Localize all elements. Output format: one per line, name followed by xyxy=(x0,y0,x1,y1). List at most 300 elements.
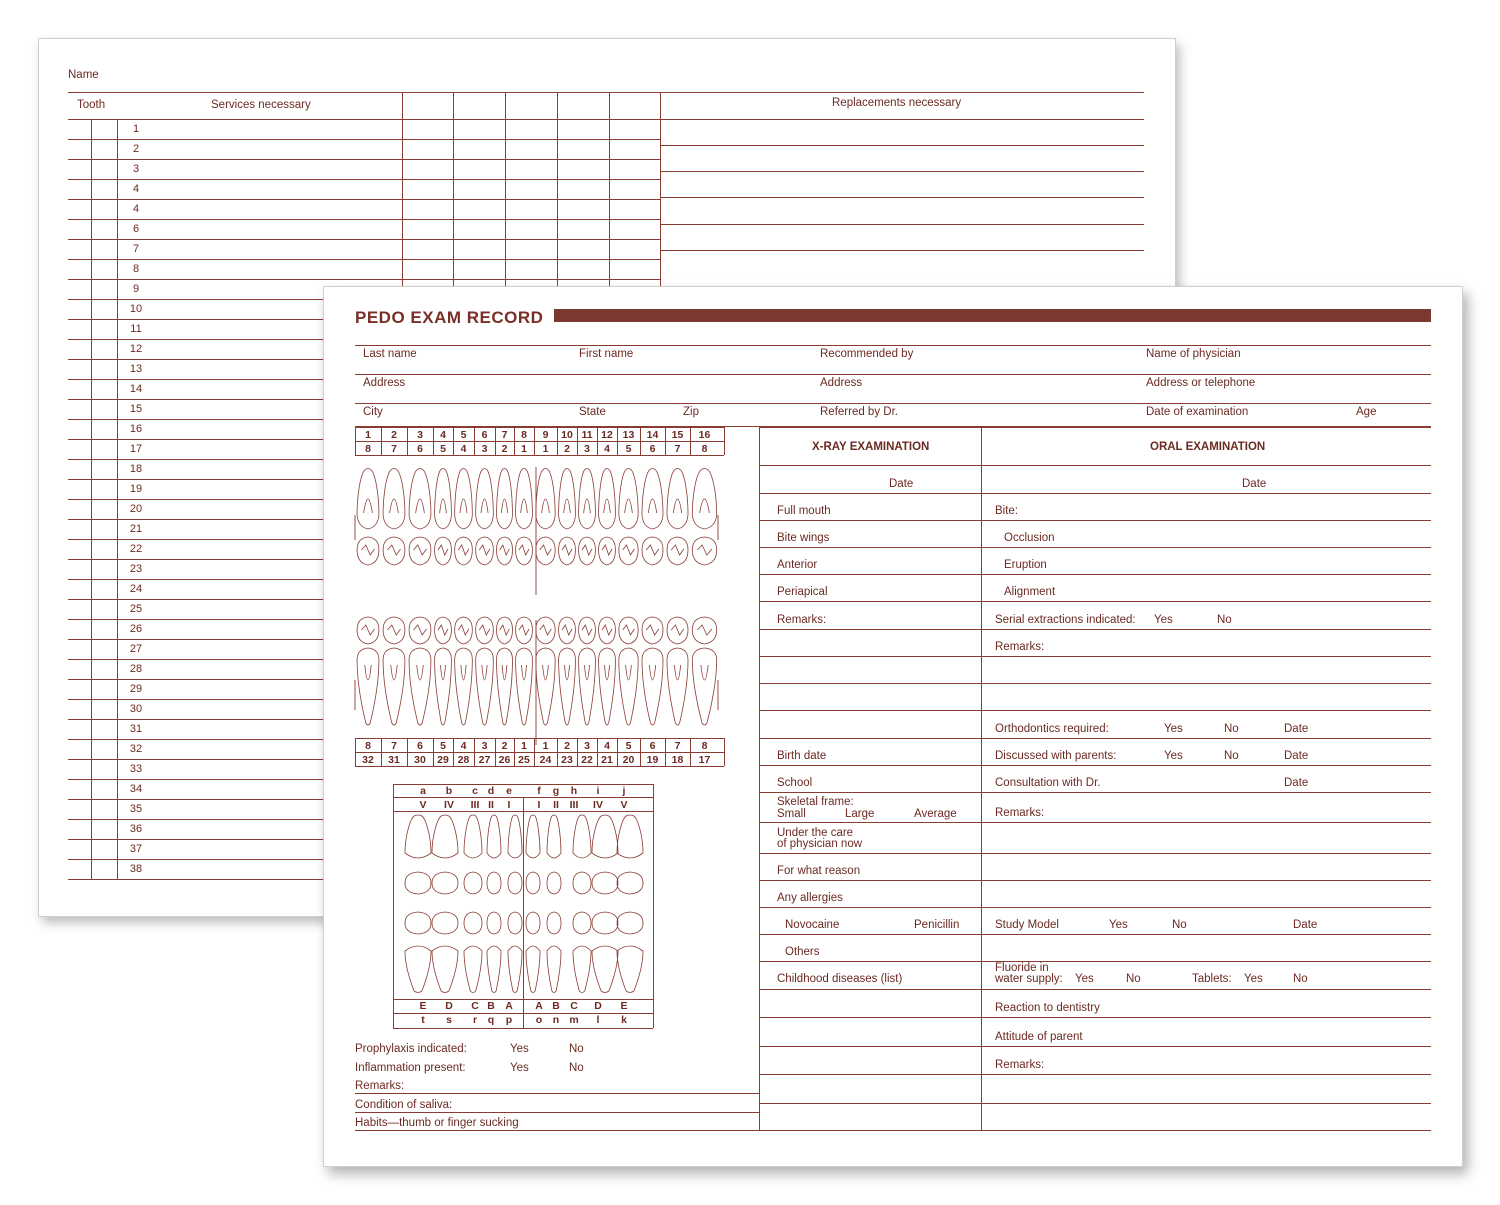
tooth-number: 15 xyxy=(671,429,684,441)
tooth-number: 26 xyxy=(498,754,511,766)
exam-row-line xyxy=(759,792,1431,793)
lower-tooth-root xyxy=(674,665,680,680)
primary-lower-letter: n xyxy=(552,1014,560,1026)
tooth-header: Tooth xyxy=(77,99,106,111)
tooth-number: 4 xyxy=(460,443,467,455)
novocaine-label[interactable]: Novocaine xyxy=(785,919,840,931)
primary-lower-letter: s xyxy=(446,1014,452,1026)
tooth-row-number: 25 xyxy=(129,603,143,615)
primary-lower-side xyxy=(592,946,618,993)
tooth-number: 11 xyxy=(581,429,593,441)
primary-cap: E xyxy=(620,1000,628,1012)
tooth-number: 1 xyxy=(365,429,371,441)
header-line-1 xyxy=(355,345,1431,346)
exam-row-line xyxy=(759,989,1431,990)
tooth-number: 3 xyxy=(417,429,423,441)
table-row-line xyxy=(68,219,660,220)
serial-no[interactable]: No xyxy=(1217,614,1232,626)
exam-row-line xyxy=(759,853,1431,854)
penicillin-label[interactable]: Penicillin xyxy=(914,919,960,931)
zip-field[interactable]: Zip xyxy=(683,406,699,418)
exam-date-field[interactable]: Date of examination xyxy=(1146,406,1249,418)
primary-lower-letter: q xyxy=(487,1014,495,1026)
lower-tooth-root xyxy=(365,665,372,680)
primary-cap: B xyxy=(552,1000,560,1012)
primary-lower-occlusal xyxy=(464,912,482,934)
tooth-row-number: 29 xyxy=(129,683,143,695)
tooth-number: 4 xyxy=(460,740,467,752)
exam-row-line xyxy=(759,1017,1431,1018)
primary-cap: D xyxy=(445,1000,453,1012)
lower-tooth-root xyxy=(701,665,708,680)
table-column-line xyxy=(117,119,118,879)
xray-left-border xyxy=(759,427,760,1131)
primary-roman: I xyxy=(507,799,511,811)
lower-tooth-side xyxy=(383,648,405,725)
tooth-number: 8 xyxy=(365,740,371,752)
address-field[interactable]: Address xyxy=(363,377,406,389)
table-header-line xyxy=(68,119,660,120)
study-model-yes[interactable]: Yes xyxy=(1109,919,1128,931)
exam-row-line xyxy=(759,1074,1431,1075)
primary-cap: C xyxy=(471,1000,479,1012)
tooth-number: 1 xyxy=(521,740,527,752)
primary-upper-side xyxy=(508,815,522,858)
lower-tooth-side xyxy=(642,648,663,725)
tooth-number: 2 xyxy=(501,740,508,752)
occlusal-groove xyxy=(671,545,684,555)
tooth-number: 5 xyxy=(440,740,446,752)
upper-tooth-root xyxy=(604,499,611,513)
lower-tooth-side xyxy=(619,648,638,725)
primary-letter: g xyxy=(552,785,560,797)
ortho-date[interactable]: Date xyxy=(1284,723,1309,735)
exam-row-line xyxy=(759,493,1431,494)
exam-row-line xyxy=(759,465,1431,466)
recommender-address-field[interactable]: Address xyxy=(820,377,863,389)
tooth-row-number: 21 xyxy=(129,523,143,535)
tooth-number: 6 xyxy=(417,740,423,752)
primary-cap: B xyxy=(487,1000,495,1012)
left-line xyxy=(355,1093,759,1094)
tooth-number: 27 xyxy=(478,754,491,766)
under-care-label-2: of physician now xyxy=(777,838,863,850)
upper-tooth-root xyxy=(673,499,681,513)
primary-lower-occlusal xyxy=(487,912,501,934)
tooth-number: 2 xyxy=(501,443,508,455)
primary-upper-side xyxy=(405,815,431,858)
table-row-line xyxy=(68,139,660,140)
tooth-number: 2 xyxy=(564,443,570,455)
tooth-number: 2 xyxy=(564,740,570,752)
oral-header: ORAL EXAMINATION xyxy=(1150,441,1266,453)
table-row-line xyxy=(68,159,660,160)
inflammation-label: Inflammation present: xyxy=(355,1062,466,1074)
replacement-line xyxy=(660,145,1144,146)
tooth-number: 17 xyxy=(698,754,711,766)
consultation-date[interactable]: Date xyxy=(1284,777,1309,789)
ortho-yes[interactable]: Yes xyxy=(1164,723,1183,735)
tooth-number: 10 xyxy=(561,429,573,441)
primary-roman: II xyxy=(488,799,494,811)
oral-remarks-2-label: Remarks: xyxy=(995,807,1045,819)
tooth-row-number: 11 xyxy=(130,323,142,335)
primary-lower-occlusal xyxy=(405,912,431,934)
referred-by-field[interactable]: Referred by Dr. xyxy=(820,406,898,418)
primary-lower-side xyxy=(405,946,431,993)
tooth-row-number: 10 xyxy=(129,303,143,315)
upper-tooth-occlusal xyxy=(383,537,405,565)
study-model-no[interactable]: No xyxy=(1172,919,1187,931)
oral-remarks-3-label: Remarks: xyxy=(995,1059,1045,1071)
tooth-row-number: 34 xyxy=(129,783,143,795)
lower-tooth-root xyxy=(417,665,424,680)
periapical-label: Periapical xyxy=(777,586,828,598)
primary-letter: c xyxy=(472,785,478,797)
fluoride-no[interactable]: No xyxy=(1126,973,1141,985)
lower-tooth-root xyxy=(440,665,445,680)
occlusal-groove xyxy=(387,545,400,555)
table-row-line xyxy=(68,179,660,180)
primary-letter: e xyxy=(506,785,512,797)
discussed-yes[interactable]: Yes xyxy=(1164,750,1183,762)
primary-lower-letter: m xyxy=(569,1014,579,1026)
bite-wings-label: Bite wings xyxy=(777,532,830,544)
left-remarks-label: Remarks: xyxy=(355,1080,405,1092)
upper-tooth-root xyxy=(542,499,550,513)
occlusal-groove xyxy=(602,625,612,635)
occlusal-groove xyxy=(562,545,572,555)
tooth-number: 8 xyxy=(365,443,371,455)
primary-roman: II xyxy=(553,799,559,811)
tooth-number: 16 xyxy=(698,429,711,441)
skeletal-large[interactable]: Large xyxy=(845,808,875,820)
chart-line xyxy=(355,427,724,428)
primary-lower-occlusal xyxy=(526,912,540,934)
prophylaxis-label: Prophylaxis indicated: xyxy=(355,1043,467,1055)
lower-tooth-side xyxy=(435,648,452,725)
tooth-number: 7 xyxy=(674,443,681,455)
first-name-field[interactable]: First name xyxy=(579,348,634,360)
primary-chart-line xyxy=(393,1028,653,1029)
upper-tooth-root xyxy=(390,499,399,513)
occlusal-groove xyxy=(582,625,592,635)
state-field[interactable]: State xyxy=(579,406,606,418)
tooth-number: 8 xyxy=(701,443,708,455)
tooth-number: 30 xyxy=(414,754,426,766)
name-line xyxy=(68,92,1144,93)
primary-lower-side xyxy=(487,946,501,993)
tooth-number: 1 xyxy=(542,740,549,752)
exam-row-line xyxy=(759,738,1431,739)
occlusal-groove xyxy=(438,545,448,555)
tooth-row-number: 33 xyxy=(129,763,143,775)
skeletal-average[interactable]: Average xyxy=(914,808,957,820)
occlusal-groove xyxy=(671,625,684,635)
tooth-number: 2 xyxy=(391,429,397,441)
primary-cap: D xyxy=(594,1000,602,1012)
fluoride-label: Fluoride in xyxy=(995,962,1049,974)
primary-lower-side xyxy=(573,946,591,993)
serial-yes[interactable]: Yes xyxy=(1154,614,1173,626)
lower-tooth-root xyxy=(649,665,655,680)
oral-date-label: Date xyxy=(1242,478,1267,490)
tooth-row-number: 28 xyxy=(129,663,143,675)
pedo-exam-record-sheet xyxy=(323,286,1463,1167)
skeletal-frame-label: Skeletal frame: xyxy=(777,796,854,808)
primary-letter: f xyxy=(537,785,541,797)
xray-date-label: Date xyxy=(889,478,914,490)
lower-tooth-root xyxy=(626,665,632,680)
tooth-number: 3 xyxy=(481,740,488,752)
tooth-row-number: 6 xyxy=(132,223,140,235)
occlusal-groove xyxy=(479,545,490,555)
lower-tooth-side xyxy=(692,648,716,725)
prophylaxis-yes[interactable]: Yes xyxy=(510,1043,529,1055)
tooth-row-number: 38 xyxy=(129,863,143,875)
primary-lower-side xyxy=(432,946,458,993)
primary-roman: V xyxy=(620,799,628,811)
exam-row-line xyxy=(759,629,1431,630)
occlusal-groove xyxy=(623,545,635,555)
lower-tooth-side xyxy=(476,648,494,725)
tooth-row-number: 8 xyxy=(132,263,140,275)
tooth-number: 4 xyxy=(604,740,610,752)
lower-tooth-side xyxy=(667,648,688,725)
primary-upper-occlusal xyxy=(405,872,431,894)
column-divider xyxy=(981,427,982,1131)
tooth-number: 3 xyxy=(584,443,590,455)
orthodontics-label: Orthodontics required: xyxy=(995,723,1109,735)
occlusal-groove xyxy=(582,545,592,555)
primary-lower-occlusal xyxy=(592,912,618,934)
upper-tooth-root xyxy=(501,499,507,513)
primary-upper-side xyxy=(432,815,458,858)
primary-chart-edge xyxy=(653,784,654,1028)
occlusal-groove xyxy=(387,625,400,635)
lower-tooth-side xyxy=(409,648,431,725)
attitude-label: Attitude of parent xyxy=(995,1031,1083,1043)
study-model-date[interactable]: Date xyxy=(1293,919,1318,931)
tablets-yes[interactable]: Yes xyxy=(1244,973,1263,985)
primary-upper-occlusal xyxy=(526,872,540,894)
tooth-number: 23 xyxy=(561,754,573,766)
age-field[interactable]: Age xyxy=(1356,406,1377,418)
primary-upper-occlusal xyxy=(508,872,522,894)
tooth-number: 6 xyxy=(649,740,656,752)
lower-tooth-root xyxy=(564,665,569,680)
exam-row-line xyxy=(759,601,1431,602)
lower-tooth-side xyxy=(357,648,379,725)
upper-tooth-root xyxy=(625,499,633,513)
primary-roman: III xyxy=(569,799,579,811)
tooth-number: 7 xyxy=(391,740,397,752)
primary-lower-letter: l xyxy=(596,1014,600,1026)
tooth-number: 28 xyxy=(457,754,470,766)
tooth-number: 31 xyxy=(388,754,400,766)
inflammation-no[interactable]: No xyxy=(569,1062,584,1074)
tooth-number: 19 xyxy=(646,754,659,766)
tooth-row-number: 16 xyxy=(129,423,143,435)
tooth-number: 21 xyxy=(601,754,613,766)
header-line-2 xyxy=(355,374,1431,375)
xray-header: X-RAY EXAMINATION xyxy=(812,441,930,453)
primary-lower-side xyxy=(508,946,522,993)
city-field[interactable]: City xyxy=(363,406,383,418)
upper-tooth-root xyxy=(460,499,467,513)
tooth-row-number: 4 xyxy=(132,203,140,215)
saliva-label: Condition of saliva: xyxy=(355,1099,453,1111)
last-name-field[interactable]: Last name xyxy=(363,348,417,360)
tooth-row-number: 30 xyxy=(129,703,143,715)
upper-tooth-root xyxy=(440,499,447,513)
occlusal-groove xyxy=(697,545,712,555)
full-mouth-label: Full mouth xyxy=(777,505,831,517)
occlusal-groove xyxy=(519,545,529,555)
tooth-number: 6 xyxy=(649,443,656,455)
exam-row-line xyxy=(759,574,1431,575)
exam-row-line xyxy=(759,822,1431,823)
tooth-number: 6 xyxy=(481,429,488,441)
lower-tooth-side xyxy=(579,648,596,725)
childhood-diseases-label: Childhood diseases (list) xyxy=(777,973,903,985)
discussed-date[interactable]: Date xyxy=(1284,750,1309,762)
others-label: Others xyxy=(785,946,820,958)
primary-upper-occlusal xyxy=(617,872,643,894)
anterior-label: Anterior xyxy=(777,559,818,571)
eruption-label: Eruption xyxy=(1004,559,1047,571)
lower-tooth-side xyxy=(559,648,576,725)
occlusal-groove xyxy=(646,625,659,635)
primary-lower-letter: r xyxy=(472,1014,478,1026)
tooth-number: 14 xyxy=(646,429,659,441)
exam-row-line xyxy=(759,1046,1431,1047)
primary-letter: b xyxy=(445,785,453,797)
tooth-row-number: 27 xyxy=(129,643,143,655)
alignment-label: Alignment xyxy=(1004,586,1056,598)
occlusal-groove xyxy=(479,625,490,635)
primary-lower-occlusal xyxy=(508,912,522,934)
physician-name-field[interactable]: Name of physician xyxy=(1146,348,1241,360)
replacement-line xyxy=(660,197,1144,198)
lower-tooth-side xyxy=(536,648,555,725)
tooth-number: 13 xyxy=(622,429,635,441)
tooth-row-number: 18 xyxy=(129,463,143,475)
tooth-number: 3 xyxy=(584,740,590,752)
occlusal-groove xyxy=(458,545,469,555)
prophylaxis-no[interactable]: No xyxy=(569,1043,584,1055)
occlusal-groove xyxy=(361,545,374,555)
tooth-number: 12 xyxy=(601,429,613,441)
study-model-label: Study Model xyxy=(995,919,1059,931)
exam-row-line xyxy=(759,520,1431,521)
occlusal-groove xyxy=(500,625,510,635)
xray-remarks-label: Remarks: xyxy=(777,614,827,626)
exam-row-line xyxy=(759,683,1431,684)
fluoride-yes[interactable]: Yes xyxy=(1075,973,1094,985)
primary-letter: a xyxy=(420,785,426,797)
tooth-number: 9 xyxy=(542,429,549,441)
primary-cap: C xyxy=(570,1000,578,1012)
occlusal-groove xyxy=(438,625,448,635)
upper-tooth-root xyxy=(364,499,373,513)
tooth-number: 32 xyxy=(362,754,374,766)
replacement-line xyxy=(660,250,1144,251)
reaction-label: Reaction to dentistry xyxy=(995,1002,1100,1014)
physician-address-field[interactable]: Address or telephone xyxy=(1146,377,1256,389)
tooth-row-number: 14 xyxy=(129,383,143,395)
chart-line xyxy=(355,752,724,753)
inflammation-yes[interactable]: Yes xyxy=(510,1062,529,1074)
skeletal-small[interactable]: Small xyxy=(777,808,806,820)
discussed-label: Discussed with parents: xyxy=(995,750,1117,762)
primary-roman: I xyxy=(537,799,541,811)
form-title: PEDO EXAM RECORD xyxy=(355,308,544,327)
tooth-row-number: 36 xyxy=(129,823,143,835)
chart-cell-line xyxy=(724,427,725,455)
primary-lower-occlusal xyxy=(617,912,643,934)
tooth-number: 24 xyxy=(539,754,552,766)
tooth-number: 6 xyxy=(417,443,423,455)
serial-extractions-label: Serial extractions indicated: xyxy=(995,614,1136,626)
upper-tooth-root xyxy=(481,499,488,513)
lower-tooth-root xyxy=(584,665,589,680)
tooth-row-number: 2 xyxy=(132,143,140,155)
lower-tooth-root xyxy=(604,665,609,680)
upper-tooth-root xyxy=(700,499,710,513)
tooth-row-number: 26 xyxy=(129,623,143,635)
exam-row-line xyxy=(759,1130,1431,1131)
replacement-line xyxy=(660,224,1144,225)
header-line-3 xyxy=(355,403,1431,404)
reason-label: For what reason xyxy=(777,865,861,877)
tooth-number: 7 xyxy=(674,740,681,752)
ortho-no[interactable]: No xyxy=(1224,723,1239,735)
tablets-label: Tablets: xyxy=(1192,973,1232,985)
primary-lower-side xyxy=(526,946,540,993)
exam-row-line xyxy=(759,710,1431,711)
tooth-number: 4 xyxy=(440,429,446,441)
school-label: School xyxy=(777,777,813,789)
occlusal-groove xyxy=(646,545,659,555)
oral-remarks-label: Remarks: xyxy=(995,641,1045,653)
tooth-row-number: 4 xyxy=(132,183,140,195)
exam-row-line xyxy=(759,547,1431,548)
primary-lower-side xyxy=(617,946,643,993)
tooth-number: 8 xyxy=(521,429,527,441)
tooth-number: 7 xyxy=(391,443,397,455)
primary-upper-occlusal xyxy=(487,872,501,894)
tooth-number: 4 xyxy=(604,443,610,455)
habits-label: Habits—thumb or finger sucking xyxy=(355,1117,519,1129)
lower-tooth-root xyxy=(482,665,487,680)
recommended-by-field[interactable]: Recommended by xyxy=(820,348,914,360)
discussed-no[interactable]: No xyxy=(1224,750,1239,762)
replacement-line xyxy=(660,119,1144,120)
tablets-no[interactable]: No xyxy=(1293,973,1308,985)
exam-row-line xyxy=(759,880,1431,881)
primary-lower-letter: k xyxy=(621,1014,627,1026)
tooth-row-number: 17 xyxy=(129,443,143,455)
primary-roman: IV xyxy=(444,799,454,811)
occlusion-label: Occlusion xyxy=(1004,532,1055,544)
exam-row-line xyxy=(759,961,1431,962)
consultation-label: Consultation with Dr. xyxy=(995,777,1101,789)
upper-tooth-root xyxy=(564,499,571,513)
tooth-row-number: 19 xyxy=(129,483,143,495)
primary-upper-side xyxy=(573,815,591,858)
exam-row-line xyxy=(759,934,1431,935)
